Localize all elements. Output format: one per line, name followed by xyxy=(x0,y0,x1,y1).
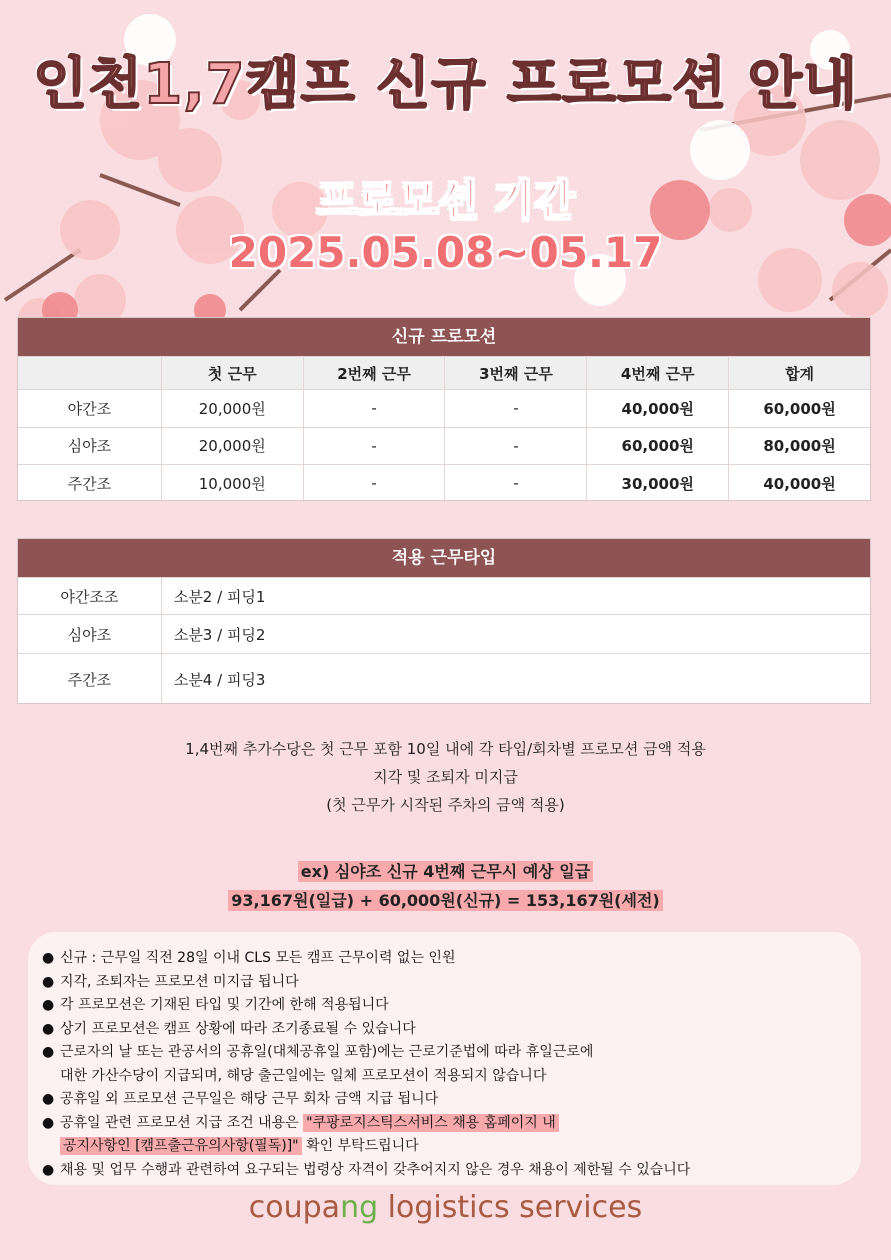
table-cell: - xyxy=(444,428,586,465)
table-cell: - xyxy=(444,390,586,427)
list-item: ● 채용 및 업무 수행과 관련하여 요구되는 법령상 자격이 갖추어지지 않은 경우 채용이 제한될 수 있습니다 xyxy=(42,1159,852,1183)
promo-period-label: 프로모션 기간 xyxy=(316,176,575,225)
list-item: ● 신규 : 근무일 직전 28일 이내 CLS 모든 캠프 근무이력 없는 인원 xyxy=(42,947,852,971)
bullet-icon: ● xyxy=(42,997,55,1013)
list-item: ● 각 프로모션은 기재된 타입 및 기간에 한해 적용됩니다 xyxy=(42,994,852,1018)
page-title: 인천1,7캠프 신규 프로모션 안내 xyxy=(33,52,858,117)
shift-name: 심야조 xyxy=(67,625,112,644)
table-cell: - xyxy=(444,465,586,502)
table-row xyxy=(18,427,870,465)
list-item: ● 근로자의 날 또는 관공서의 공휴일(대체공휴일 포함)에는 근로기준법에 따라 휴일근로에 대한 가산수당이 지급되며, 해당 출근일에는 일체 프로모션이 적용되지 않습니다 xyxy=(42,1041,852,1088)
promo-table-title: 신규 프로모션 xyxy=(18,318,870,356)
example-calculation: 93,167원(일급) + 60,000원(신규) = 153,167원(세전) xyxy=(228,890,662,911)
work-type: 소분4 / 피딩3 xyxy=(161,654,870,704)
table-cell: 20,000원 xyxy=(161,390,303,427)
work-type: 소분3 / 피딩2 xyxy=(161,615,870,653)
table-cell: 40,000원 xyxy=(728,465,870,502)
table-cell: - xyxy=(303,390,445,427)
column-header: 4번째 근무 xyxy=(586,357,728,389)
bullet-icon: ● xyxy=(42,1044,55,1060)
column-header xyxy=(18,357,161,389)
table-cell: - xyxy=(303,465,445,502)
brand-logo: coupang logistics services xyxy=(248,1190,643,1225)
table-cell: 60,000원 xyxy=(586,428,728,465)
shift-name: 주간조 xyxy=(67,670,112,689)
table-row xyxy=(18,653,870,704)
note-line: 1,4번째 추가수당은 첫 근무 포함 10일 내에 각 타입/회차별 프로모션 금액 적용 xyxy=(185,740,706,758)
table-cell: 30,000원 xyxy=(586,465,728,502)
bullet-icon: ● xyxy=(42,1020,55,1037)
note-line: (첫 근무가 시작된 주차의 금액 적용) xyxy=(326,796,565,814)
table-cell: 40,000원 xyxy=(586,390,728,427)
bullet-icon: ● xyxy=(42,1091,55,1107)
promo-notes xyxy=(0,735,891,819)
promo-period-dates: 2025.05.08~05.17 xyxy=(228,228,663,277)
bullet-icon: ● xyxy=(42,1114,55,1131)
work-type-table xyxy=(17,538,871,704)
table-row xyxy=(18,464,870,502)
column-header: 합계 xyxy=(728,357,870,389)
shift-name: 야간조조 xyxy=(60,587,119,606)
bullet-icon: ● xyxy=(42,1161,55,1178)
table-cell: 80,000원 xyxy=(728,428,870,465)
promo-table xyxy=(17,317,871,501)
list-item: ● 공휴일 외 프로모션 근무일은 해당 근무 회차 금액 지급 됩니다 xyxy=(42,1088,852,1112)
work-type-table-title: 적용 근무타입 xyxy=(18,539,870,577)
shift-name: 심야조 xyxy=(67,437,112,456)
column-header: 첫 근무 xyxy=(161,357,303,389)
shift-name: 야간조 xyxy=(67,399,112,418)
list-item: ● 공휴일 관련 프로모션 지급 조건 내용은 "쿠팡로지스틱스서비스 채용 홈페이지 내 공지사항인 [캠프출근유의사항(필독)]" 확인 부탁드립니다 xyxy=(42,1112,852,1159)
bullet-icon: ● xyxy=(42,950,55,966)
example-title: ex) 심야조 신규 4번째 근무시 예상 일급 xyxy=(298,861,593,882)
shift-name: 주간조 xyxy=(67,474,112,493)
bullet-icon: ● xyxy=(42,973,55,990)
work-type: 소분2 / 피딩1 xyxy=(161,578,870,614)
table-row xyxy=(18,577,870,614)
pay-example xyxy=(0,857,891,915)
table-cell: 20,000원 xyxy=(161,428,303,465)
promo-table-header-row xyxy=(18,356,870,389)
notice-list xyxy=(42,947,852,1182)
table-cell: 60,000원 xyxy=(728,390,870,427)
table-row xyxy=(18,614,870,653)
table-cell: - xyxy=(303,428,445,465)
column-header: 2번째 근무 xyxy=(303,357,445,389)
notice-box xyxy=(28,932,861,1185)
table-row xyxy=(18,389,870,427)
table-cell: 10,000원 xyxy=(161,465,303,502)
list-item: ● 지각, 조퇴자는 프로모션 미지급 됩니다 xyxy=(42,971,852,995)
note-line: 지각 및 조퇴자 미지급 xyxy=(373,768,518,786)
column-header: 3번째 근무 xyxy=(444,357,586,389)
list-item: ● 상기 프로모션은 캠프 상황에 따라 조기종료될 수 있습니다 xyxy=(42,1018,852,1042)
